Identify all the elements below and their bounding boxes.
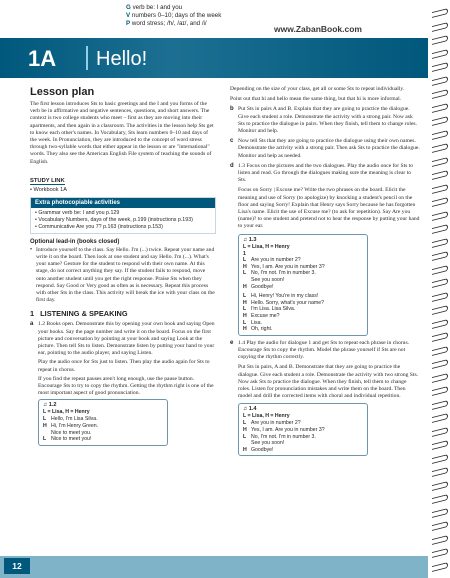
exercise-a: a 1.2 Books open. Demonstrate this by opening your own book and saying Open your books. Say the page number and write it on the board. Focus on the first picture and conversation by pointing at your book and saying Look at the picture. Then tell Sts to listen. Demonstrate listen by putting your hand to your ear, pointing to the audio player, and saying Listen. Play the audio once for Sts just to listen. Then play the audio again for Sts to repeat in chorus. If you find the repeat pauses aren't long enough, use the pause button. Encourage Sts to try to copy the rhythm. Getting the rhythm right is one of the most important aspect of good pronunciation. bbox=[30, 321, 215, 397]
vocabulary-goal: V numbers 0–10; days of the week bbox=[126, 12, 222, 19]
pronunciation-goal: P word stress; /h/, /aɪ/, and /i/ bbox=[126, 20, 207, 27]
right-intro: Depending on the size of your class, get all or some Sts to repeat individually. bbox=[230, 86, 405, 92]
dialogue-line: See you soon! bbox=[251, 440, 285, 447]
spiral-coil bbox=[432, 184, 448, 194]
dialogue-line: Nice to meet you. bbox=[51, 429, 92, 436]
exercise-c-text: Now tell Sts that they are going to practice the dialogue using their own names. Demonstrate the activity with a strong pair. Then ask Sts to practice the dialogue. Monitor and help as needed. bbox=[238, 138, 420, 159]
spiral-coil bbox=[432, 319, 448, 329]
audio-script-1-3: ♫ 1.3 L = Lisa, H = Henry 1 L Are you in number 2? H Yes, I am. Are you in number 3? L No, I'm not. I'm in number 3. See you soon! H Goodbye! L Hi, Henry! You're in my class! H Hello. Sorry, what's your name? L I'm Lisa. Lisa Silva. H Excuse me? L Lisa. H Oh, right. bbox=[238, 234, 368, 336]
dialogue-line: H Hello. Sorry, what's your name? bbox=[243, 299, 324, 306]
spiral-coil bbox=[432, 508, 448, 518]
study-link-item: • Workbook 1A bbox=[30, 187, 216, 193]
spiral-coil bbox=[432, 8, 448, 18]
lesson-plan-intro: The first lesson introduces Sts to basic greetings and the I and you forms of the verb be in affirmative and negative sentences, questions, and short answers. The context is two college students who meet – first as they are moving into their apartments, and then again in a classroom. The activities in the lesson help Sts get to know each other's names. In Vocabulary, Sts learn numbers 0–10 and days of the week. In Pronunciation, they are introduced to the concept of word stress through two-syllable words that either appear in the lesson or are "international" words. They also see the American English File system of teaching the sounds of English. bbox=[30, 101, 214, 165]
dialogue-line: L Are you in number 2? bbox=[243, 257, 301, 264]
right-intro-2: Point out that hi and hello mean the same thing, but that hi is more informal. bbox=[230, 96, 402, 103]
right-column bbox=[230, 86, 420, 460]
exercise-e: e 1.4 Play the audio for dialogue 1 and get Sts to repeat each phrase in chorus. Encourage Sts to copy the rhythm. Model the phrase yourself if Sts are not copying the rhythm correctly. Put Sts in pairs, A and B. Demonstrate that they are going to practice the dialogue. Give each student a role. Demonstrate the activity with two strong Sts. Now ask Sts to practice the dialogue. When they finish, tell them to change roles. Listen for pronunciation mistakes and write them on the board. Then model and drill the corrected items with choral and individual repetition. bbox=[230, 339, 419, 400]
optional-lead-in-text: • Introduce yourself to the class. Say Hello. I'm (...) twice. Repeat your name and write it on the board. Then look at one student and say Hello. I'm (...). What's your name? Gesture for the student to respond with their own name. At this stage, do not correct anything they say. If the student fails to respond, move onto another student until you get the right response. Praise Sts when they respond. Say Good or Very good as often as is necessary. Repeat this process with other Sts in the class. This activity will break the ice with your class on the first day. bbox=[30, 247, 216, 305]
spiral-coil bbox=[432, 251, 448, 261]
spiral-coil bbox=[432, 265, 448, 275]
study-link-heading: STUDY LINK bbox=[30, 177, 65, 184]
spiral-coil bbox=[432, 143, 448, 153]
dialogue-line: H Oh, right. bbox=[243, 326, 273, 333]
spiral-coil bbox=[432, 548, 448, 558]
spiral-coil bbox=[432, 278, 448, 288]
spiral-coil bbox=[432, 238, 448, 248]
spiral-coil bbox=[432, 332, 448, 342]
spiral-coil bbox=[432, 521, 448, 531]
extra-activities-box bbox=[30, 197, 216, 234]
spiral-coil bbox=[432, 373, 448, 383]
exercise-d-text-2: Focus on Sorry | Excuse me? Write the two phrases on the board. Elicit the meaning and use of Sorry (to apologize) by knocking a student's pencil on the floor and saying Sorry! Explain that Henry says Sorry because he has forgotten Lisa's name. Elicit the use of Excuse me? (to ask for repetition). Say Are you (name)? to one student and pretend not to hear the response by putting your hand to your ear. bbox=[238, 187, 420, 230]
dialogue-line: H Excuse me? bbox=[243, 313, 280, 319]
study-link bbox=[30, 169, 216, 193]
page-number: 12 bbox=[4, 558, 30, 574]
section-heading: 1 LISTENING & SPEAKING bbox=[30, 309, 128, 319]
lesson-plan-heading: Lesson plan bbox=[30, 86, 95, 98]
spiral-coil bbox=[432, 467, 448, 477]
extra-activities-heading: Extra photocopiable activities bbox=[31, 198, 215, 208]
exercise-a-text-3: If you find the repeat pauses aren't long enough, use the pause button. Encourage Sts to try to copy the rhythm. Getting the rhythm right is one of the most important aspect of good pronunciation. bbox=[38, 375, 214, 397]
lesson-goals-list bbox=[126, 4, 221, 28]
exercise-b: b Put Sts in pairs A and B. Explain that they are going to practice the dialogue. Give each student a role. Demonstrate the activity with a strong pair. Now ask Sts to practice the dialogue in pairs. When they finish, tell them to change roles. Monitor and help. bbox=[230, 106, 420, 135]
audio-script-1-2: ♫ 1.2 L = Lisa, H = Henry L Hello, I'm Lisa Silva. H Hi, I'm Henry Green. Nice to meet you. L Nice to meet you! bbox=[38, 399, 168, 445]
dialogue-line: See you soon! bbox=[251, 277, 285, 284]
exercise-a-text-2: Play the audio once for Sts just to listen. Then play the audio again for Sts to repeat in chorus. bbox=[38, 359, 210, 373]
exercise-b-text: Put Sts in pairs A and B. Explain that they are going to practice the dialogue. Give each student a role. Demonstrate the activity with a strong pair. Now ask Sts to practice the dialogue in pairs. When they finish, tell them to change roles. Monitor and help. bbox=[238, 106, 418, 135]
footer-band bbox=[0, 556, 428, 578]
audio-track-number: ♫ 1.2 bbox=[43, 402, 57, 409]
headphones-icon: ♫ bbox=[243, 236, 248, 243]
audio-script-1-4: ♫ 1.4 L = Lisa, H = Henry L Are you in number 2? H Yes, I am. Are you in number 3? L No, I'm not. I'm in number 3. See you soon! H Goodbye! bbox=[238, 403, 368, 456]
lesson-goals-strip bbox=[0, 0, 430, 36]
dialogue-line: H Goodbye! bbox=[243, 446, 274, 453]
extra-communicative: • Communicative Are you 7? p.163 (instructions p.153) bbox=[35, 224, 211, 231]
spiral-coil bbox=[432, 170, 448, 180]
spiral-coil bbox=[432, 481, 448, 491]
dialogue-line: L Hello, I'm Lisa Silva. bbox=[43, 416, 98, 423]
optional-lead-in-heading: Optional lead-in (books closed) bbox=[30, 238, 120, 245]
spiral-coil bbox=[432, 440, 448, 450]
dialogue-line: L Lisa. bbox=[243, 319, 262, 326]
spiral-coil bbox=[432, 130, 448, 140]
spiral-coil bbox=[432, 211, 448, 221]
dialogue-line: L No, I'm not. I'm in number 3. bbox=[243, 270, 316, 277]
spiral-coil bbox=[432, 346, 448, 356]
exercise-c: c Now tell Sts that they are going to practice the dialogue using their own names. Demonstrate the activity with a strong pair. Then ask Sts to practice the dialogue. Monitor and help as needed. bbox=[230, 138, 420, 159]
dialogue-line: L Are you in number 2? bbox=[243, 420, 301, 427]
spiral-coil bbox=[432, 157, 448, 167]
spiral-coil bbox=[432, 359, 448, 369]
spiral-coil bbox=[432, 35, 448, 45]
spiral-coil bbox=[432, 89, 448, 99]
exercise-a-text: 1.2 Books open. Demonstrate this by opening your own book and saying Open your books. Say the page number and write it on the board. Focus on the first picture and conversation by pointing at your book and saying Look at the picture. Then tell Sts to listen. Demonstrate listen by putting your hand to your ear, pointing to the audio player, and saying Listen. bbox=[38, 321, 215, 357]
extra-grammar: • Grammar verb be: I and you p.129 bbox=[35, 210, 211, 217]
lesson-title: Hello! bbox=[96, 48, 148, 70]
spiral-coil bbox=[432, 116, 448, 126]
dialogue-line: H Yes, I am. Are you in number 3? bbox=[243, 263, 325, 270]
grammar-goal: G verb be: I and you bbox=[126, 4, 183, 11]
dialogue-line: L Hi, Henry! You're in my class! bbox=[243, 293, 319, 300]
headphones-icon: ♫ bbox=[243, 406, 248, 413]
spiral-coil bbox=[432, 454, 448, 464]
watermark-url: www.ZabanBook.com bbox=[273, 24, 362, 34]
left-column bbox=[30, 86, 216, 450]
spiral-coil bbox=[432, 386, 448, 396]
dialogue-line: H Hi, I'm Henry Green. bbox=[43, 423, 99, 430]
exercise-e-text: 1.4 Play the audio for dialogue 1 and get Sts to repeat each phrase in chorus. Encourage Sts to copy the rhythm. Model the phrase yourself if Sts are not copying the rhythm correctly. bbox=[238, 339, 410, 361]
spiral-coil bbox=[432, 494, 448, 504]
dialogue-line: 1 bbox=[243, 250, 246, 257]
spiral-coil bbox=[432, 305, 448, 315]
headphones-icon: ♫ bbox=[43, 402, 48, 409]
spiral-coil bbox=[432, 400, 448, 410]
exercise-e-text-2: Put Sts in pairs, A and B. Demonstrate that they are going to practice the dialogue. Give each student a role. Demonstrate the activity with two strong Sts. Now ask Sts to practice the dialogue. When they finish, tell them to change roles. Listen for pronunciation mistakes and write them on the board. Then model and drill the corrected items with choral and individual repetition. bbox=[238, 364, 419, 400]
exercise-d-text: 1.3 Focus on the pictures and the two dialogues. Play the audio once for Sts to listen and read. Go through the dialogues making sure the meaning is clear to Sts. bbox=[238, 162, 414, 184]
dialogue-line: H Goodbye! bbox=[243, 283, 274, 290]
lesson-number: 1A bbox=[28, 46, 57, 71]
spiral-coil bbox=[432, 413, 448, 423]
spiral-coil bbox=[432, 76, 448, 86]
extra-vocabulary: • Vocabulary Numbers, days of the week, p.199 (instructions p.193) bbox=[35, 217, 211, 224]
lesson-title-banner bbox=[0, 38, 428, 78]
dialogue-line: L No, I'm not. I'm in number 3. bbox=[243, 433, 316, 440]
spiral-coil bbox=[432, 49, 448, 59]
dialogue-line: L I'm Lisa. Lisa Silva. bbox=[243, 306, 296, 313]
spiral-coil bbox=[432, 197, 448, 207]
spiral-binding bbox=[430, 0, 450, 578]
dialogue-line: L Nice to meet you! bbox=[43, 436, 92, 443]
spiral-coil bbox=[432, 103, 448, 113]
spiral-coil bbox=[432, 292, 448, 302]
spiral-coil bbox=[432, 224, 448, 234]
exercise-d: d 1.3 Focus on the pictures and the two dialogues. Play the audio once for Sts to listen and read. Go through the dialogues making sure the meaning is clear to Sts. Focus on Sorry | Excuse me? Write the two phrases on the board. Elicit the meaning and use of Sorry (to apologize) by knocking a student's pencil on the floor and saying Sorry! Explain that Henry says Sorry because he has forgotten Lisa's name. Elicit the use of Excuse me? (to ask for repetition). Say Are you (name)? to one student and pretend not to hear the response by putting your hand to your ear. bbox=[230, 162, 420, 230]
banner-divider bbox=[86, 46, 88, 70]
spiral-coil bbox=[432, 62, 448, 72]
dialogue-line: H Yes, I am. Are you in number 3? bbox=[243, 427, 325, 433]
spiral-coil bbox=[432, 22, 448, 32]
spiral-coil bbox=[432, 427, 448, 437]
spiral-coil bbox=[432, 535, 448, 545]
spiral-coil bbox=[432, 562, 448, 572]
